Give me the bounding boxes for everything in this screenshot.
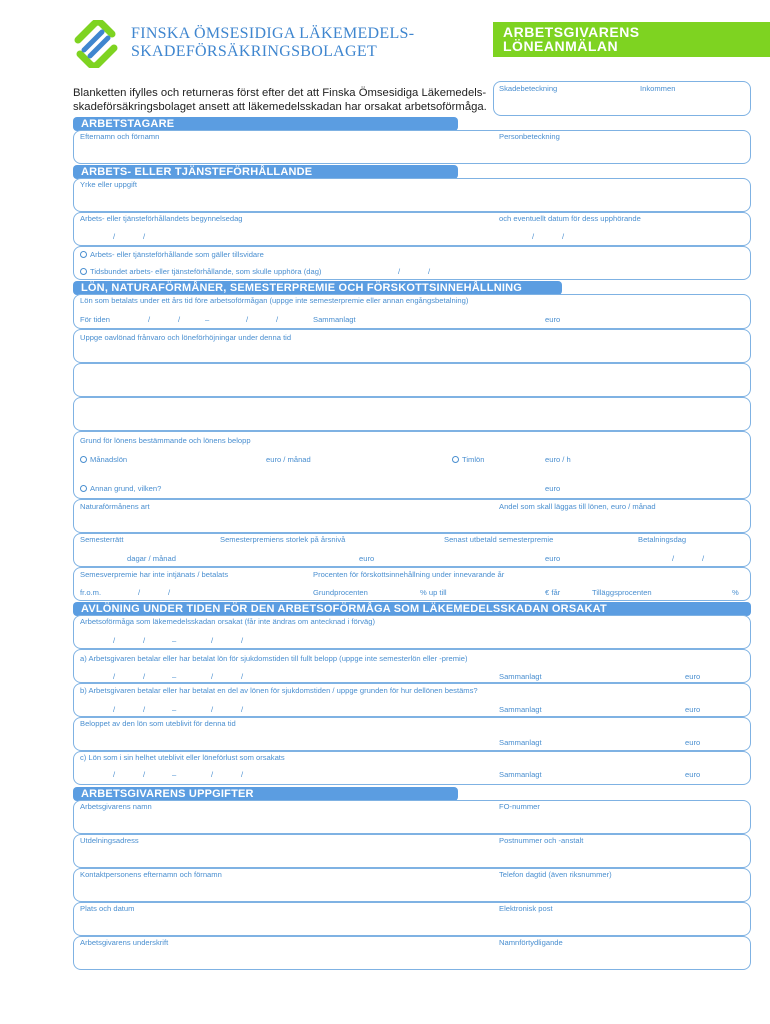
tidsbundet-option[interactable] <box>80 267 321 277</box>
euro-label: euro <box>685 738 701 747</box>
semesterpremie-storlek-label: Semesterpremiens storlek på årsnivå <box>220 535 346 544</box>
arbetsoformaga-label: Arbetsoförmåga som läkemedelsskadan orsakat (får inte ändras om antecknad i förväg) <box>80 617 376 626</box>
elektronisk-post-label: Elektronisk post <box>499 904 553 913</box>
euro-label: euro <box>685 672 701 681</box>
date-slash: / <box>428 267 431 276</box>
sammanlagt-label: Sammanlagt <box>499 705 542 714</box>
kontaktperson-label: Kontaktpersonens efternamn och förnamn <box>80 870 222 879</box>
date-slash: / <box>211 636 214 645</box>
euro-label: euro <box>359 554 375 563</box>
date-slash: / <box>113 770 116 779</box>
radio-icon[interactable] <box>80 485 87 492</box>
date-dash: – <box>205 315 210 324</box>
date-slash: / <box>113 672 116 681</box>
efternamn-label: Efternamn och förnamn <box>80 132 160 141</box>
date-dash: – <box>172 705 177 714</box>
pct-upp-till-label: % up till <box>420 588 447 597</box>
timlon-option[interactable] <box>452 455 485 465</box>
manadslon-label: Månadslön <box>90 455 128 464</box>
b-betalar-label: b) Arbetsgivaren betalar eller har betalat en del av lönen för sjukdomstiden / uppge grunden för hur dellönen bestäms? <box>80 686 478 695</box>
utdelningsadress-box[interactable] <box>73 834 751 868</box>
tillaggsprocenten-label: Tilläggsprocenten <box>592 588 652 597</box>
senast-utbetald-label: Senast utbetald semesterpremie <box>444 535 554 544</box>
betalningsdag-label: Betalningsdag <box>638 535 687 544</box>
semesterpremie-intjanats-label: Semesverpremie har inte intjänats / betalats <box>80 570 229 579</box>
date-slash: / <box>178 315 181 324</box>
upphorande-label: och eventuellt datum för dess upphörande <box>499 214 641 223</box>
date-slash: / <box>398 267 401 276</box>
date-slash: / <box>113 232 116 241</box>
sammanlagt-label: Sammanlagt <box>499 672 542 681</box>
date-slash: / <box>143 232 146 241</box>
skadebeteckning-label: Skadebeteckning <box>499 84 558 93</box>
section-header-avloning: AVLÖNING UNDER TIDEN FÖR DEN ARBETSOFÖRMÅGA SOM LÄKEMEDELSSKADAN ORSAKAT <box>73 602 751 616</box>
date-slash: / <box>143 636 146 645</box>
intro-line1: Blanketten ifylles och returneras först efter det att Finska Ömsesidiga Läkemedels- <box>73 87 487 99</box>
company-name-line1: FINSKA ÖMSESIDIGA LÄKEMEDELS- <box>131 25 415 42</box>
radio-icon[interactable] <box>80 268 87 275</box>
radio-icon[interactable] <box>80 456 87 463</box>
company-logo-icon <box>72 20 120 68</box>
euro-label: euro <box>545 484 561 493</box>
euro-label: euro <box>685 705 701 714</box>
date-slash: / <box>143 770 146 779</box>
company-name-line2: SKADEFÖRSÄKRINGSBOLAGET <box>131 43 378 60</box>
date-dash: – <box>172 672 177 681</box>
date-slash: / <box>211 770 214 779</box>
date-slash: / <box>241 770 244 779</box>
beloppet-label: Beloppet av den lön som uteblivit för denna tid <box>80 719 236 728</box>
procenten-label: Procenten för förskottsinnehållning under innevarande år <box>313 570 505 579</box>
tillsvidare-label: Arbets- eller tjänsteförhållande som gäller tillsvidare <box>90 250 264 259</box>
namnfortydligande-label: Namnförtydligande <box>499 938 563 947</box>
oavlonad-box-3[interactable] <box>73 397 751 431</box>
section-header-arbetsforhallande: ARBETS- ELLER TJÄNSTEFÖRHÅLLANDE <box>73 165 458 179</box>
utdelningsadress-label: Utdelningsadress <box>80 836 139 845</box>
section-header-arbetstagare: ARBETSTAGARE <box>73 117 458 131</box>
section-header-arbetsgivare: ARBETSGIVARENS UPPGIFTER <box>73 787 458 801</box>
from-label: fr.o.m. <box>80 588 102 597</box>
date-slash: / <box>168 588 171 597</box>
euro-label: euro <box>685 770 701 779</box>
manadslon-option[interactable] <box>80 455 127 465</box>
sammanlagt-label: Sammanlagt <box>499 770 542 779</box>
euro-far-label: € får <box>545 588 561 597</box>
dagar-manad-label: dagar / månad <box>127 554 176 563</box>
pct-label: % <box>732 588 739 597</box>
date-slash: / <box>113 636 116 645</box>
oavlonad-label: Uppge oavlönad frånvaro och löneförhöjningar under denna tid <box>80 333 292 342</box>
date-slash: / <box>276 315 279 324</box>
date-slash: / <box>702 554 705 563</box>
date-slash: / <box>241 705 244 714</box>
date-slash: / <box>562 232 565 241</box>
section-header-lon: LÖN, NATURAFÖRMÅNER, SEMESTERPREMIE OCH FÖRSKOTTSINNEHÅLLNING <box>73 281 562 295</box>
date-slash: / <box>143 672 146 681</box>
sammanlagt-label: Sammanlagt <box>499 738 542 747</box>
grundprocenten-label: Grundprocenten <box>313 588 368 597</box>
c-lon-label: c) Lön som i sin helhet uteblivit eller löneförlust som orsakats <box>80 753 285 762</box>
arbetsgivarens-namn-box[interactable] <box>73 800 751 834</box>
telefon-label: Telefon dagtid (även riksnummer) <box>499 870 612 879</box>
andel-label: Andel som skall läggas till lönen, euro / månad <box>499 502 656 511</box>
inkommen-label: Inkommen <box>640 84 676 93</box>
plats-datum-label: Plats och datum <box>80 904 135 913</box>
date-slash: / <box>211 705 214 714</box>
radio-icon[interactable] <box>452 456 459 463</box>
grund-label: Grund för lönens bestämmande och lönens belopp <box>80 436 251 445</box>
a-betalar-label: a) Arbetsgivaren betalar eller har betalat lön för sjukdomstiden till fullt belopp (uppge inte semesterlön eller -premie) <box>80 654 468 663</box>
euro-label: euro <box>545 315 561 324</box>
lon-betalats-label: Lön som betalats under ett års tid före arbetsoförmågan (uppge inte semesterpremie eller annan engångsbetalning) <box>80 296 469 305</box>
date-slash: / <box>113 705 116 714</box>
fo-nummer-label: FO-nummer <box>499 802 540 811</box>
form-title-line2: LÖNEANMÄLAN <box>503 38 619 54</box>
date-slash: / <box>148 315 151 324</box>
date-slash: / <box>138 588 141 597</box>
form-title <box>493 22 770 57</box>
sammanlagt-label: Sammanlagt <box>313 315 356 324</box>
annan-grund-option[interactable] <box>80 484 161 494</box>
form-title-line1: ARBETSGIVARENS <box>503 24 640 40</box>
naturaformaner-label: Naturaförmånens art <box>80 502 150 511</box>
annan-grund-label: Annan grund, vilken? <box>90 484 162 493</box>
intro-text <box>73 86 493 114</box>
postnummer-label: Postnummer och -anstalt <box>499 836 584 845</box>
semesterratt-label: Semesterrätt <box>80 535 124 544</box>
date-slash: / <box>241 636 244 645</box>
personbeteckning-label: Personbeteckning <box>499 132 560 141</box>
euro-h-label: euro / h <box>545 455 571 464</box>
date-slash: / <box>211 672 214 681</box>
plats-datum-box[interactable] <box>73 902 751 936</box>
arbetstagare-box[interactable] <box>73 130 751 164</box>
oavlonad-box-2[interactable] <box>73 363 751 397</box>
date-slash: / <box>246 315 249 324</box>
euro-manad-label: euro / månad <box>266 455 311 464</box>
date-slash: / <box>532 232 535 241</box>
intro-line2: skadeförsäkringsbolaget ansett att läkemedelsskadan har orsakat arbetsoförmåga. <box>73 101 487 113</box>
underskrift-box[interactable] <box>73 936 751 970</box>
date-slash: / <box>241 672 244 681</box>
for-tiden-label: För tiden <box>80 315 110 324</box>
euro-label: euro <box>545 554 561 563</box>
radio-icon[interactable] <box>80 251 87 258</box>
yrke-label: Yrke eller uppgift <box>80 180 137 189</box>
timlon-label: Timlön <box>462 455 485 464</box>
arbetsgivarens-namn-label: Arbetsgivarens namn <box>80 802 152 811</box>
tillsvidare-option[interactable] <box>80 250 264 260</box>
date-slash: / <box>672 554 675 563</box>
date-slash: / <box>143 705 146 714</box>
tidsbundet-label: Tidsbundet arbets- eller tjänsteförhållande, som skulle upphöra (dag) <box>90 267 322 276</box>
date-dash: – <box>172 636 177 645</box>
underskrift-label: Arbetsgivarens underskrift <box>80 938 169 947</box>
begynnelsedag-label: Arbets- eller tjänsteförhållandets begynnelsedag <box>80 214 243 223</box>
date-dash: – <box>172 770 177 779</box>
yrke-box[interactable] <box>73 178 751 212</box>
